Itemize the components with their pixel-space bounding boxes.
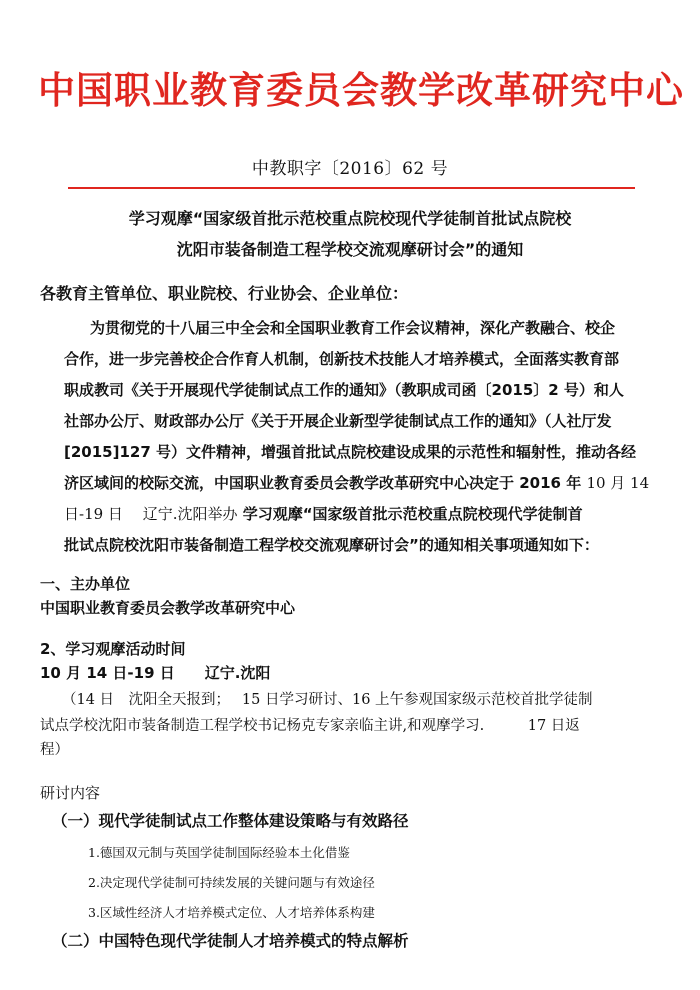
section-2-detail-2: 试点学校沈阳市装备制造工程学校书记杨克专家亲临主讲,和观摩学习. 17 日返 <box>40 718 580 734</box>
document-number: 中教职字〔2016〕62 号 <box>251 159 449 179</box>
body-line-5: [2015]127 号）文件精神，增强首批试点院校建设成果的示范性和辐射性，推动各经 <box>64 443 636 461</box>
subject-line-2: 沈阳市装备制造工程学校交流观摩研讨会”的通知 <box>176 240 524 259</box>
section-3-subheading-2: （二）中国特色现代学徒制人才培养模式的特点解析 <box>52 932 409 950</box>
organization-title: 中国职业教育委员会教学改革研究中心 <box>38 69 684 112</box>
body-line-7-date: 日-19 日 辽宁.沈阳举办 <box>64 505 238 523</box>
list-item: 1.德国双元制与英国学徒制国际经验本土化借鉴 <box>88 845 350 860</box>
red-divider <box>68 187 635 189</box>
section-2-detail-1: （14 日 沈阳全天报到； 15 日学习研讨、16 上午参观国家级示范校首批学徒制 <box>62 692 593 708</box>
body-line-8: 批试点院校沈阳市装备制造工程学校交流观摩研讨会”的通知相关事项通知如下： <box>64 536 599 554</box>
body-line-6-date: 10 月 14 <box>586 474 650 492</box>
body-line-2: 合作，进一步完善校企合作育人机制，创新技术技能人才培养模式，全面落实教育部 <box>64 350 620 368</box>
list-item: 3.区域性经济人才培养模式定位、人才培养体系构建 <box>88 905 375 920</box>
section-2-date: 10 月 14 日-19 日 辽宁.沈阳 <box>40 664 271 682</box>
body-line-7-main: 学习观摩“国家级首批示范校重点院校现代学徒制首 <box>242 505 583 523</box>
list-item: 2.决定现代学徒制可持续发展的关键问题与有效途径 <box>88 875 375 890</box>
subject-line-1: 学习观摩“国家级首批示范校重点院校现代学徒制首批试点院校 <box>128 209 572 228</box>
section-1-title: 一、主办单位 <box>40 575 131 593</box>
addressee: 各教育主管单位、职业院校、行业协会、企业单位： <box>40 284 409 303</box>
body-line-7 <box>64 503 583 524</box>
body-line-3: 职成教司《关于开展现代学徒制试点工作的通知》（教职成司函〔2015〕2 号）和人 <box>64 381 624 399</box>
section-2-detail-3: 程） <box>40 742 69 758</box>
section-3-subheading-1: （一）现代学徒制试点工作整体建设策略与有效路径 <box>52 812 409 830</box>
section-2-title: 2、学习观摩活动时间 <box>40 640 186 658</box>
body-line-4: 社部办公厅、财政部办公厅《关于开展企业新型学徒制试点工作的通知》（人社厅发 <box>64 412 612 430</box>
body-line-6-main: 济区域间的校际交流，中国职业教育委员会教学改革研究中心决定于 2016 年 <box>64 474 582 492</box>
body-line-1: 为贯彻党的十八届三中全会和全国职业教育工作会议精神，深化产教融合、校企 <box>90 319 616 337</box>
body-line-6 <box>64 472 649 493</box>
section-3-title: 研讨内容 <box>40 784 101 802</box>
section-1-content: 中国职业教育委员会教学改革研究中心 <box>40 599 296 617</box>
